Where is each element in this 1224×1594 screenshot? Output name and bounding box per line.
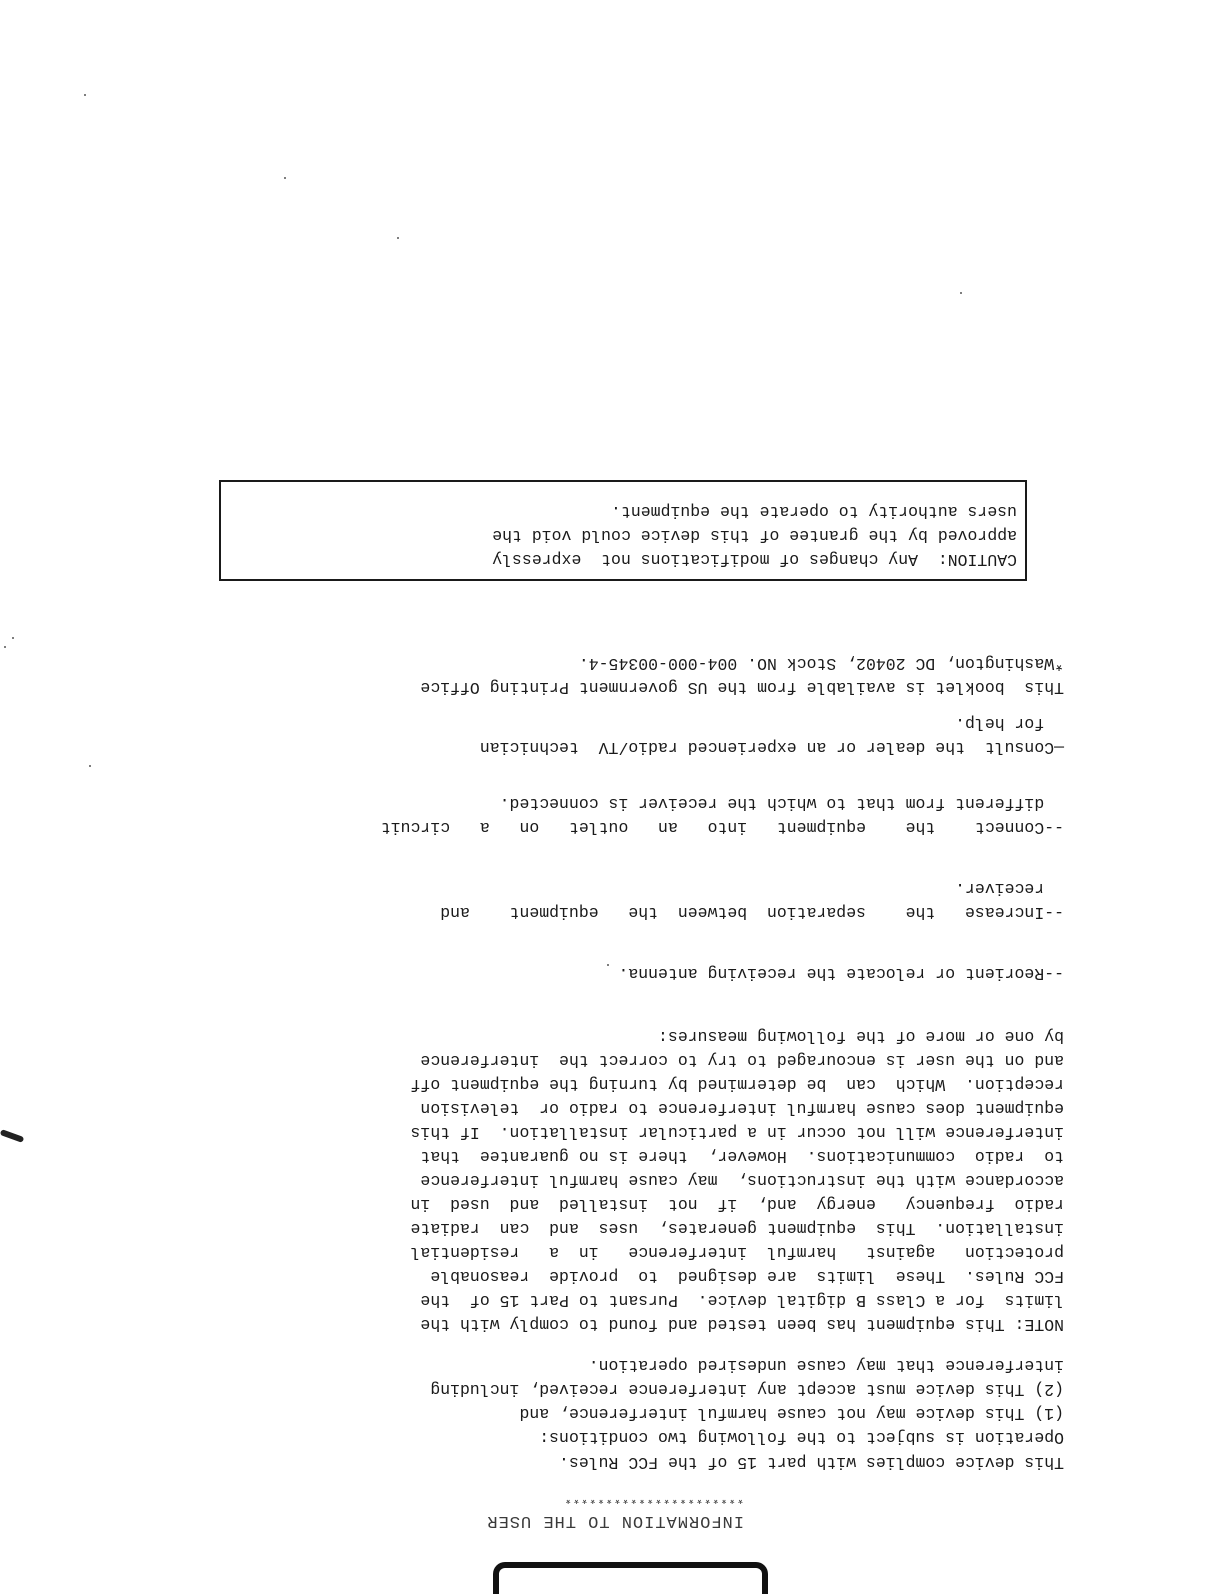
scan-speck [284,177,286,179]
measure-increase-separation: --Increase the separation between the equipment and receiver. [440,879,1064,922]
scan-speck [397,237,399,239]
notice-heading: INFORMATION TO THE USER [486,1511,744,1530]
operation-conditions: Operation is subject to the following two conditions: (1) This device may not cause harmful interference, and (2) This device must accept any interference received, including interference that may cause undesired operation. [430,1356,1064,1447]
scan-speck [960,292,962,294]
scan-speck [12,637,14,639]
booklet-availability: This booklet is available from the US government Printing Office *Washington, DC 20402, Stock NO. 004-000-00345-4. [420,654,1064,697]
page-top-frame [493,1562,768,1594]
caution-box [219,480,1027,581]
measure-reorient: --Reorient or relocate the receiving antenna. [618,964,1064,983]
caution-text: CAUTION: Any changes of modifications not expressly approved by the grantee of this device could void the users authority to operate the equipment. [492,502,1017,569]
class-b-note: NOTE: This equipment has been tested and found to comply with the limits for a Class B digital device. Pursant to Part 15 of the FCC Rules. These limits are designed to provide reasonable protection against harmful interference in a residential installation. This equipment generates, uses and can radiate radio frequency energy and, if not installed and used in accordance with the instructions, may cause harmful interference to radio communications. However, there is no guarantee that interference will not occur in a particular installation. If this equipment does cause harmful interference to radio or television reception. Which can be determined by turning the equipment off and on the user is encouraged to try to correct the interference by one or more of the following measures: [410,1027,1064,1334]
compliance-statement: This device complies with part 15 of the FCC Rules. [559,1453,1064,1472]
measure-connect-circuit: --Connect the equipment into an outlet on a circuit different from that to which the receiver is connected. [380,794,1064,837]
scan-speck [84,94,86,96]
scan-speck [89,765,91,767]
scan-speck [4,646,6,648]
measure-consult-dealer: —Consult the dealer or an experienced radio/TV technician for help. [479,714,1064,757]
heading-separator: ********************** [563,1491,744,1505]
scan-ink-mark [0,1129,24,1143]
scan-speck [607,964,609,966]
